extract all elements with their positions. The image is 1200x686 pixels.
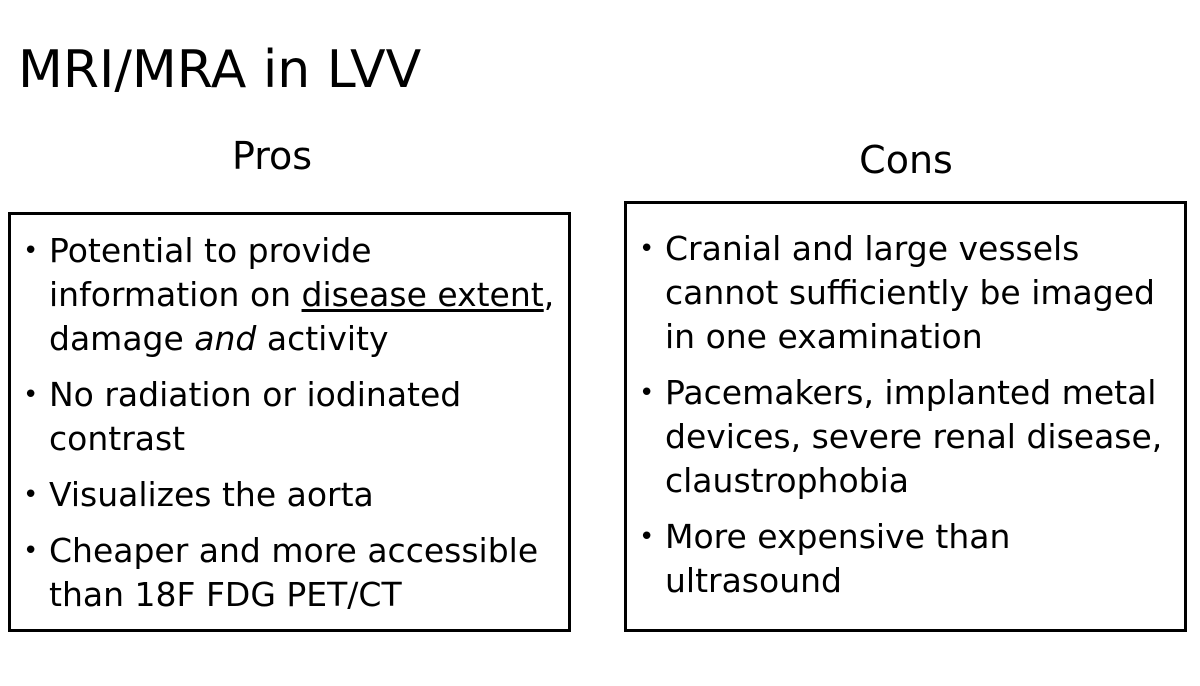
pros-item-text: Potential to provide information on (49, 231, 372, 314)
pros-item-text: Visualizes the aorta (49, 475, 374, 514)
bullet-icon: • (23, 536, 39, 566)
bullet-icon: • (23, 380, 39, 410)
bullet-icon: • (23, 480, 39, 510)
bullet-icon: • (639, 378, 655, 408)
cons-list (627, 204, 1184, 603)
pros-item-no-radiation (17, 373, 558, 461)
bullet-icon: • (639, 234, 655, 264)
pros-item-text: activity (256, 319, 389, 358)
slide-title: MRI/MRA in LVV (18, 40, 422, 100)
pros-list (11, 215, 568, 617)
cons-heading: Cons (859, 138, 953, 182)
cons-item-expensive (633, 515, 1174, 603)
italic-text: and (194, 319, 257, 358)
pros-item-disease-info (17, 229, 558, 361)
cons-item-text: Pacemakers, implanted metal devices, severe renal disease, claustrophobia (665, 373, 1163, 500)
bullet-icon: • (23, 236, 39, 266)
cons-box (624, 201, 1187, 632)
cons-item-text: Cranial and large vessels cannot sufficiently be imaged in one examination (665, 229, 1155, 356)
underlined-text: disease extent (301, 275, 544, 314)
pros-box (8, 212, 571, 632)
pros-item-text: , damage (49, 275, 555, 358)
pros-item-cheaper (17, 529, 558, 617)
pros-item-visualizes-aorta (17, 473, 558, 517)
pros-item-text: Cheaper and more accessible than 18F FDG PET/CT (49, 531, 539, 614)
cons-item-contraindications (633, 371, 1174, 503)
cons-item-text: More expensive than ultrasound (665, 517, 1011, 600)
pros-heading: Pros (231, 134, 313, 178)
pros-item-text: No radiation or iodinated contrast (49, 375, 462, 458)
bullet-icon: • (639, 522, 655, 552)
cons-item-cranial-vessels (633, 227, 1174, 359)
